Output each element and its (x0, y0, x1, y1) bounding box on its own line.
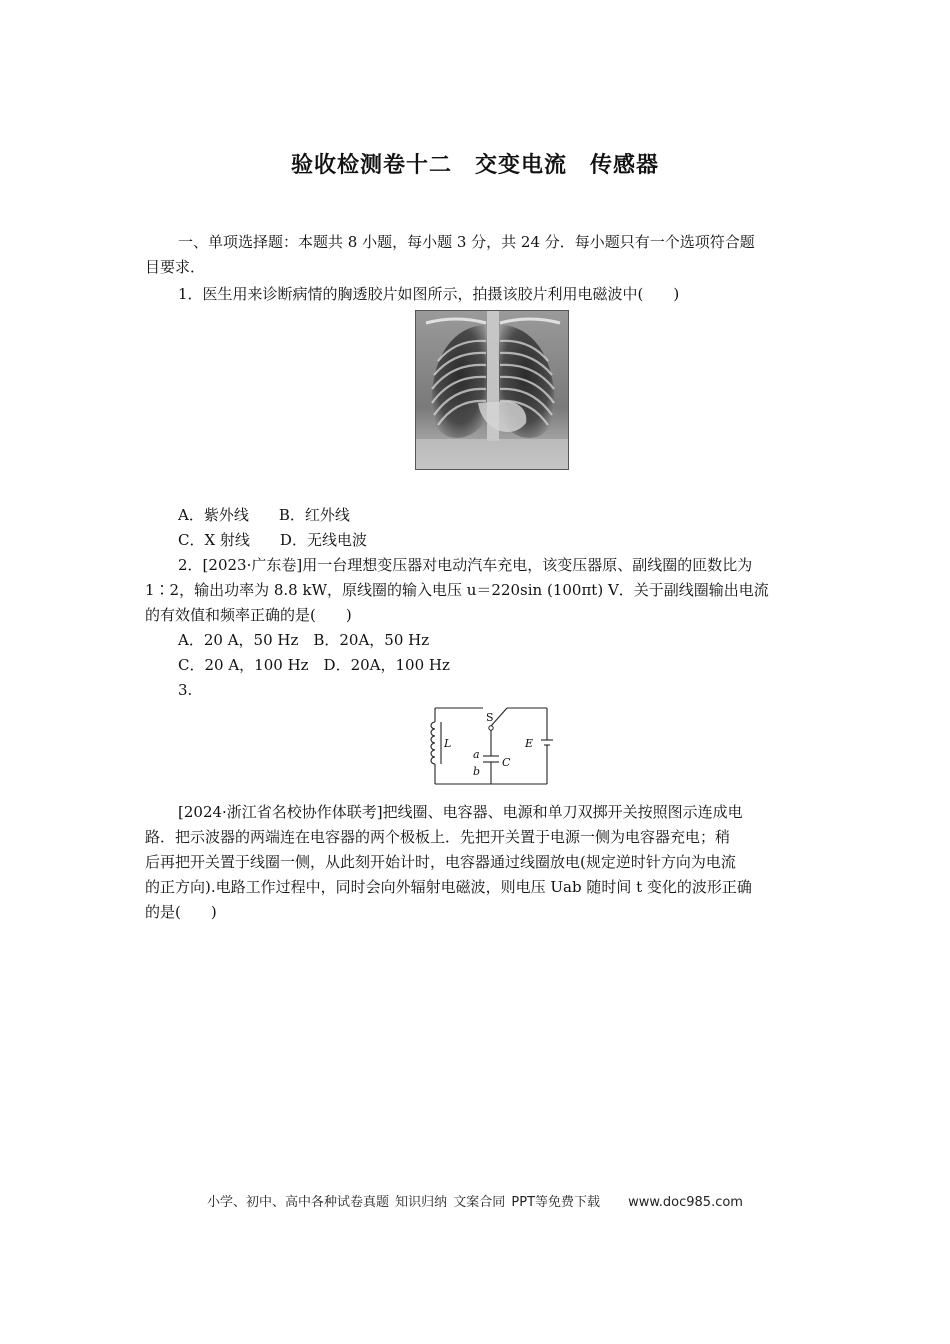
chest-xray-image (415, 310, 569, 470)
capacitor-label: C (502, 756, 511, 769)
question-2-stem-end: 的有效值和频率正确的是( ) (145, 606, 352, 624)
question-3-stem: [2024·浙江省名校协作体联考]把线圈、电容器、电源和单刀双掷开关按照图示连成电 (178, 803, 743, 821)
question-1-stem: 1．医生用来诊断病情的胸透胶片如图所示，拍摄该胶片利用电磁波中( ) (178, 285, 680, 303)
section-heading-cont: 目要求． (145, 258, 206, 276)
question-1-options-ab: A．紫外线 B．红外线 (178, 506, 350, 524)
question-3-stem-cont-3: 的正方向).电路工作过程中，同时会向外辐射电磁波，则电压 Uab 随时间 t 变化的波形正确 (145, 878, 752, 896)
question-2-stem-cont: 1∶2，输出功率为 8.8 kW，原线圈的输入电压 u＝220sin (100πt) V．关于副线圈输出电流 (145, 581, 769, 599)
footer-text: 小学、初中、高中各种试卷真题 知识归纳 文案合同 PPT等免费下载 (207, 1195, 601, 1210)
source-label: E (525, 737, 534, 750)
question-2-options-cd: C．20 A，100 Hz D．20A，100 Hz (178, 656, 450, 674)
inductor-label: L (444, 737, 452, 750)
question-3-stem-end: 的是( ) (145, 903, 217, 921)
question-2-options-ab: A．20 A，50 Hz B．20A，50 Hz (178, 631, 430, 649)
question-3-stem-cont-1: 路．把示波器的两端连在电容器的两个极板上．先把开关置于电源一侧为电容器充电；稍 (145, 828, 731, 846)
plate-a-label: a (473, 748, 480, 761)
question-2-stem: 2．[2023·广东卷]用一台理想变压器对电动汽车充电，该变压器原、副线圈的匝数比为 (178, 556, 753, 574)
switch-label: S (486, 711, 494, 724)
question-3-number: 3. (178, 681, 193, 699)
plate-b-label: b (473, 765, 481, 778)
question-1-options-cd: C．X 射线 D．无线电波 (178, 531, 367, 549)
footer-website-link[interactable]: www.doc985.com (628, 1195, 743, 1210)
section-heading: 一、单项选择题：本题共 8 小题，每小题 3 分，共 24 分．每小题只有一个选项符合题 (178, 233, 755, 251)
page-footer (0, 1191, 950, 1210)
question-3-stem-cont-2: 后再把开关置于线圈一侧，从此刻开始计时，电容器通过线圈放电(规定逆时针方向为电流 (145, 853, 736, 871)
page-title: 验收检测卷十二 交变电流 传感器 (290, 153, 659, 178)
lc-circuit-diagram (425, 702, 561, 790)
